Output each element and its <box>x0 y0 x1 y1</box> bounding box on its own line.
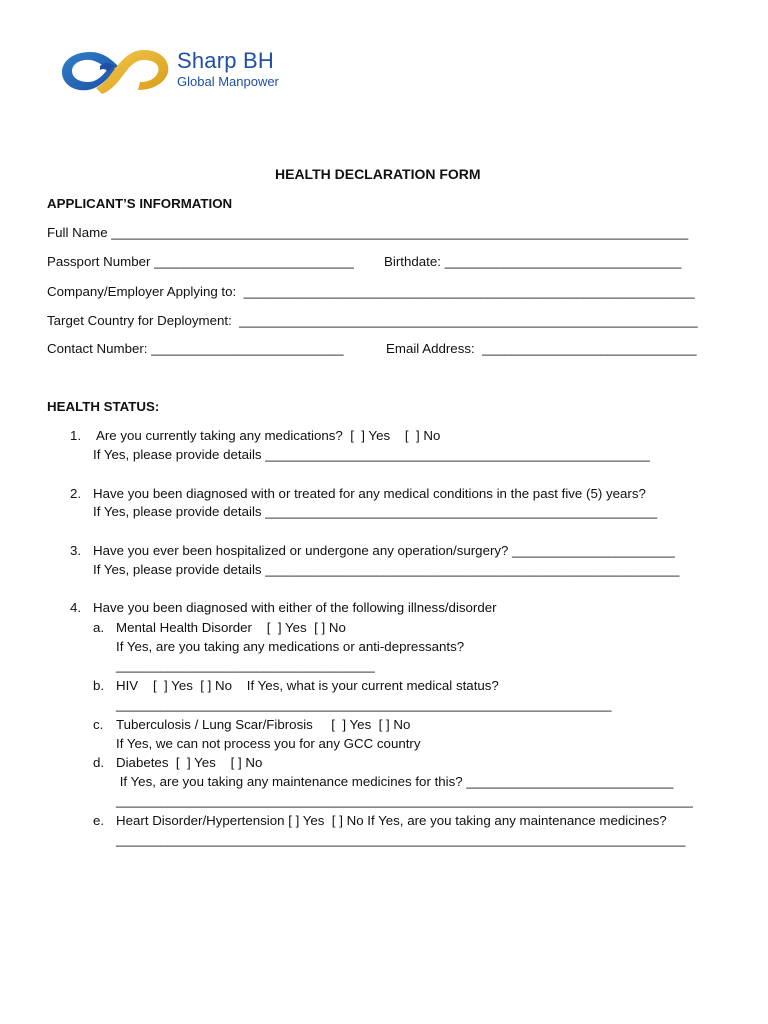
question-1-text[interactable]: Are you currently taking any medications? [ ] Yes [ ] No <box>93 428 441 443</box>
health-status-heading: HEALTH STATUS: <box>47 399 160 414</box>
item-d-diabetes[interactable]: Diabetes [ ] Yes [ ] No <box>116 755 263 770</box>
email-address-field[interactable]: Email Address: _____________________________ <box>386 341 697 356</box>
item-a-letter: a. <box>93 620 105 635</box>
item-a-answer-line[interactable]: ___________________________________ <box>116 658 375 673</box>
item-e-letter: e. <box>93 813 105 828</box>
applicant-heading: APPLICANT’S INFORMATION <box>47 196 233 211</box>
question-1-details-field[interactable]: If Yes, please provide details ____________________________________________________ <box>93 447 650 462</box>
logo-company-name: Sharp BH <box>177 48 274 73</box>
item-c-tuberculosis[interactable]: Tuberculosis / Lung Scar/Fibrosis [ ] Yes [ ] No <box>116 717 411 732</box>
item-c-detail: If Yes, we can not process you for any GCC country <box>116 736 421 751</box>
target-country-field[interactable]: Target Country for Deployment: ______________________________________________________________ <box>47 313 698 328</box>
question-2-text: Have you been diagnosed with or treated for any medical conditions in the past five (5) years? <box>93 486 646 501</box>
item-a-mental-health[interactable]: Mental Health Disorder [ ] Yes [ ] No <box>116 620 346 635</box>
company-logo <box>60 44 300 98</box>
item-d-detail-field[interactable]: If Yes, are you taking any maintenance medicines for this? ____________________________ <box>116 774 674 789</box>
item-b-letter: b. <box>93 678 105 693</box>
contact-number-field[interactable]: Contact Number: __________________________ <box>47 341 344 356</box>
passport-number-field[interactable]: Passport Number ___________________________ <box>47 254 354 269</box>
full-name-field[interactable]: Full Name ______________________________________________________________________________ <box>47 225 689 240</box>
logo-company-subtitle: Global Manpower <box>177 74 279 89</box>
item-c-letter: c. <box>93 717 104 732</box>
question-4-number: 4. <box>70 600 82 615</box>
item-a-detail: If Yes, are you taking any medications or anti-depressants? <box>116 639 465 654</box>
item-b-answer-line[interactable]: ___________________________________________________________________ <box>116 697 612 712</box>
infinity-logo-icon <box>60 44 172 98</box>
item-e-heart-disorder[interactable]: Heart Disorder/Hypertension [ ] Yes [ ] No If Yes, are you taking any maintenance medicines? <box>116 813 667 828</box>
form-title: HEALTH DECLARATION FORM <box>275 166 481 182</box>
item-d-letter: d. <box>93 755 105 770</box>
item-e-answer-line[interactable]: _____________________________________________________________________________ <box>116 832 686 847</box>
question-3-text[interactable]: Have you ever been hospitalized or undergone any operation/surgery? ______________________ <box>93 543 675 558</box>
birthdate-field[interactable]: Birthdate: ________________________________ <box>384 254 682 269</box>
item-d-answer-line[interactable]: ______________________________________________________________________________ <box>116 793 693 808</box>
question-2-details-field[interactable]: If Yes, please provide details _____________________________________________________ <box>93 504 658 519</box>
question-1-number: 1. <box>70 428 82 443</box>
item-b-hiv[interactable]: HIV [ ] Yes [ ] No If Yes, what is your current medical status? <box>116 678 499 693</box>
company-employer-field[interactable]: Company/Employer Applying to: _____________________________________________________________ <box>47 284 695 299</box>
question-3-number: 3. <box>70 543 82 558</box>
question-3-details-field[interactable]: If Yes, please provide details ________________________________________________________ <box>93 562 680 577</box>
question-4-text: Have you been diagnosed with either of the following illness/disorder <box>93 600 497 615</box>
question-2-number: 2. <box>70 486 82 501</box>
